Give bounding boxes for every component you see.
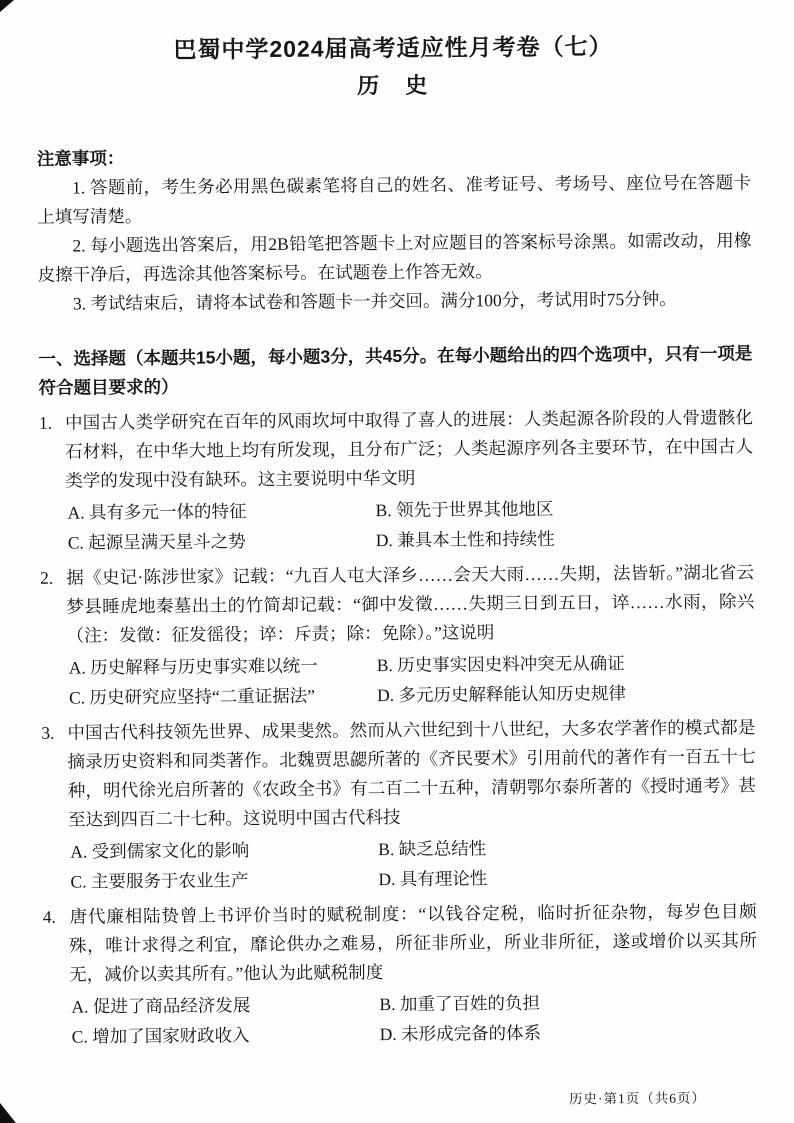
- question-stem: [40, 558, 755, 651]
- option-b: B. 历史事实因史料冲突无从确证: [376, 653, 625, 676]
- option-d: D. 未形成完备的体系: [379, 1022, 542, 1045]
- question-text: 中国古代科技领先世界、成果斐然。然而从六世纪到十八世纪，大多农学著作的模式都是摘录历史资料和同类著作。北魏贾思勰所著的《齐民要术》引用前代的著作有一百五十七种，明代徐光启所著的《农政全书》有二百二十五种，清朝鄂尔泰所著的《授时通考》甚至达到四百二十七种。这说明中国古代科技: [67, 717, 756, 830]
- option-d: D. 具有理论性: [378, 868, 488, 890]
- options: [42, 831, 756, 897]
- question-text: 据《史记·陈涉世家》记载：“九百人屯大泽乡……会天大雨……失期，法皆斩。”湖北省云梦县睡虎地秦墓出土的竹简却记载：“御中发徵……失期三日到五日，谇……水雨，除兴（注：发徵：征发徭役；谇：斥责；除：免除）。”这说明: [66, 562, 755, 646]
- question-2: [40, 558, 755, 713]
- option-a: A. 具有多元一体的特征: [67, 501, 247, 523]
- option-c: C. 主要服务于农业生产: [70, 870, 249, 892]
- option-a: A. 促进了商品经济发展: [71, 995, 251, 1017]
- question-stem: [41, 713, 756, 835]
- question-number: 3.: [41, 722, 55, 743]
- exam-subject: 历 史: [357, 72, 430, 99]
- option-d: D. 兼具本土性和持续性: [375, 528, 555, 551]
- option-c: C. 历史研究应坚持“二重证据法”: [68, 685, 316, 708]
- notice-item-2: 2. 每小题选出答案后，用2B铅笔把答题卡上对应题目的答案标号涂黑。如需改动，用橡皮擦干净后，再选涂其他答案标号。在试题卷上作答无效。: [37, 230, 752, 285]
- option-b: B. 缺乏总结性: [378, 838, 487, 860]
- notice-item-1: 1. 答题前，考生务必用黑色碳素笔将自己的姓名、准考证号、考场号、座位号在答题卡上填写清楚。: [37, 172, 752, 227]
- option-c: C. 起源呈满天星斗之势: [67, 531, 246, 553]
- choice-section: [38, 339, 758, 1052]
- question-stem: [43, 897, 758, 990]
- question-text: 唐代廉相陆贽曾上书评价当时的赋税制度：“以钱谷定税，临时折征杂物，每岁色目颇殊，唯计求得之利宜，靡论供办之难易，所征非所业，所业非所征，遂或增价以买其所无，减价以卖其所有。”他认为此赋税制度: [68, 901, 758, 985]
- notice-section: [37, 139, 752, 319]
- section-heading: 一、选择题（本题共15小题，每小题3分，共45分。在每小题给出的四个选项中，只有一项是符合题目要求的）: [38, 343, 753, 398]
- question-stem: [39, 403, 754, 496]
- question-text: 中国古人类学研究在百年的风雨坎坷中取得了喜人的进展：人类起源各阶段的人骨遗骸化石材料，在中华大地上均有所发现，且分布广泛；人类起源序列各主要环节，在中国古人类学的发现中没有缺环。这主要说明中华文明: [64, 407, 754, 491]
- option-b: B. 加重了百姓的负担: [379, 992, 540, 1015]
- options: [39, 492, 753, 558]
- notice-item-3: 3. 考试结束后，请将本试卷和答题卡一并交回。满分100分，考试用时75分钟。: [72, 288, 677, 314]
- question-number: 1.: [38, 412, 53, 433]
- exam-title: 巴蜀中学2024届高考适应性月考卷（七）: [173, 33, 613, 63]
- options: [43, 986, 757, 1052]
- question-number: 4.: [42, 906, 56, 927]
- option-b: B. 领先于世界其他地区: [375, 498, 554, 521]
- option-a: A. 受到儒家文化的影响: [70, 840, 250, 862]
- page-footer: 历史·第1页（共6页）: [568, 1090, 707, 1107]
- question-3: [41, 713, 756, 897]
- notices-heading: 注意事项：: [36, 148, 125, 169]
- option-d: D. 多元历史解释能认知历史规律: [376, 683, 627, 706]
- question-number: 2.: [40, 567, 54, 588]
- options: [41, 647, 755, 713]
- option-c: C. 增加了国家财政收入: [71, 1025, 250, 1047]
- question-1: [39, 403, 754, 558]
- option-a: A. 历史解释与历史事实难以统一: [68, 655, 318, 678]
- question-4: [43, 897, 758, 1052]
